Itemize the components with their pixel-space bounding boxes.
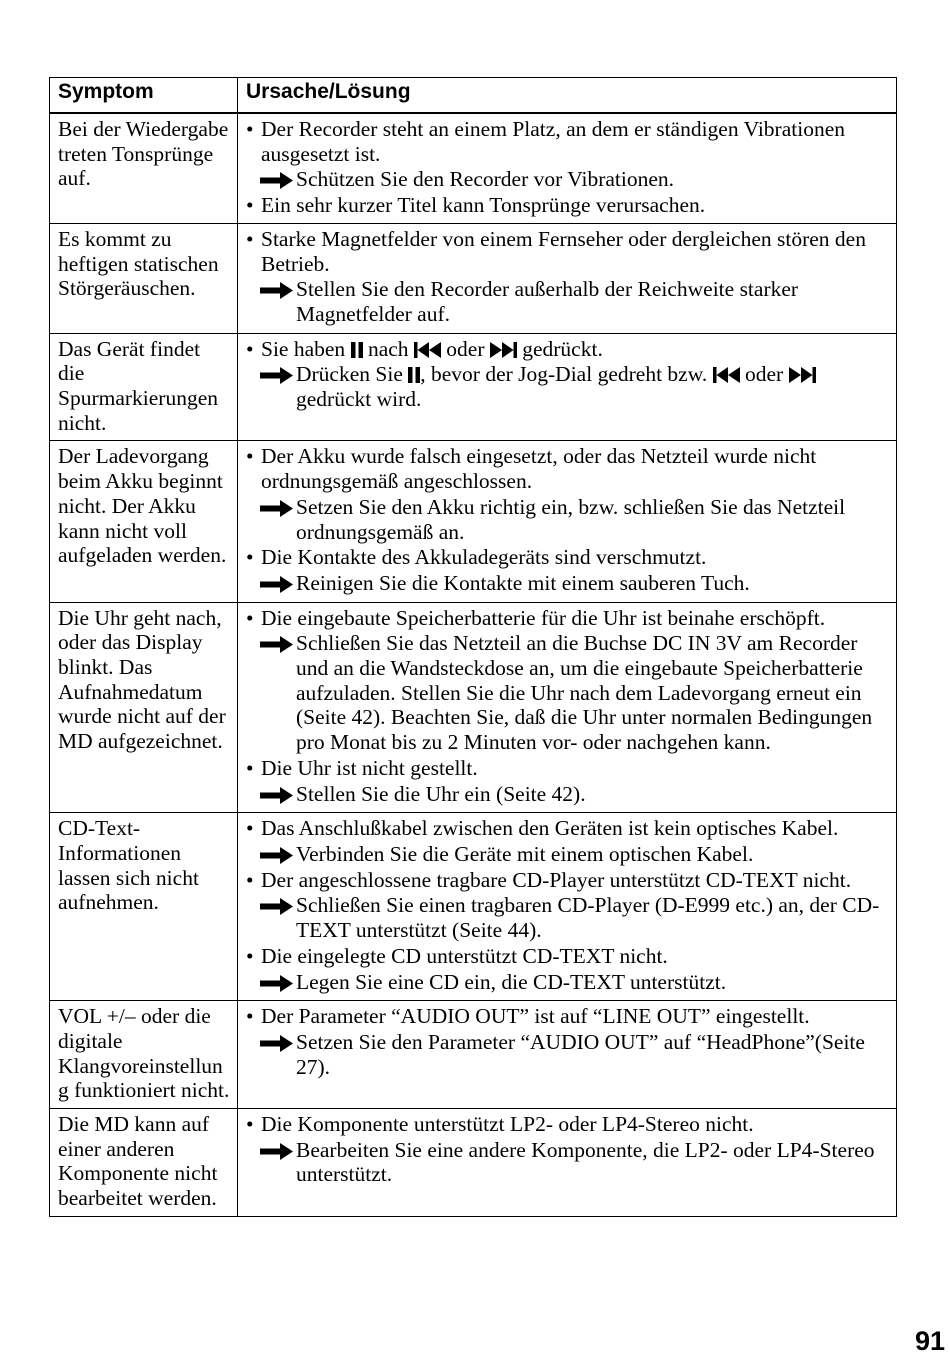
symptom-cell: Das Gerät findet die Spurmarkierungen nicht. — [50, 333, 238, 441]
table-row — [50, 333, 897, 441]
bullet-icon: • — [246, 867, 254, 892]
solution-text: Schließen Sie das Netzteil an die Buchse DC IN 3V am Recorder und an die Wandsteckdose an, um die eingebaute Speicherbatterie aufzuladen. Stellen Sie die Uhr nach dem Ladevorgang erneut ein (Seite 42). Beachten Sie, daß die Uhr unter normalen Bedingungen pro Monat bis zu 2 Minuten vor- oder nachgehen kann. — [296, 631, 873, 755]
symptom-cell: Der Ladevorgang beim Akku beginnt nicht. Der Akku kann nicht voll aufgeladen werden. — [50, 441, 238, 602]
cause-item — [246, 227, 890, 276]
solution-text: Stellen Sie den Recorder außerhalb der Reichweite starker Magnetfelder auf. — [296, 277, 799, 326]
symptom-cell: Die MD kann auf einer anderen Komponente nicht bearbeitet werden. — [50, 1109, 238, 1217]
symptom-cell: VOL +/– oder die digitale Klangvoreinstellung funktioniert nicht. — [50, 1001, 238, 1109]
bullet-icon: • — [246, 943, 254, 968]
table-body — [50, 113, 897, 1216]
remedy-cell — [238, 113, 897, 223]
bullet-icon: • — [246, 755, 254, 780]
table-row — [50, 113, 897, 223]
cause-text: Der angeschlossene tragbare CD-Player unterstützt CD-TEXT nicht. — [261, 867, 852, 892]
bullet-icon: • — [246, 1004, 254, 1029]
cause-item — [246, 117, 890, 166]
remedy-cell — [238, 813, 897, 1001]
arrow-right-icon — [260, 282, 293, 299]
bullet-icon: • — [246, 444, 254, 469]
bullet-icon: • — [246, 545, 254, 570]
arrow-right-icon — [260, 172, 293, 189]
solution-text: Stellen Sie die Uhr ein (Seite 42). — [296, 781, 586, 806]
cause-item — [246, 944, 890, 969]
table-row — [50, 441, 897, 602]
solution-text: Bearbeiten Sie eine andere Komponente, die LP2- oder LP4-Stereo unterstützt. — [296, 1137, 875, 1187]
solution-text: Drücken Sie — [296, 362, 403, 387]
solution-text: Setzen Sie den Parameter “AUDIO OUT” auf “HeadPhone”(Seite 27). — [296, 1029, 865, 1079]
cause-text: Sie haben — [261, 336, 346, 361]
solution-item — [246, 495, 890, 544]
cause-item — [246, 545, 890, 570]
solution-text: Schützen Sie den Recorder vor Vibrationen. — [296, 167, 675, 192]
arrow-right-icon — [260, 576, 293, 593]
column-header-remedy: Ursache/Lösung — [238, 78, 897, 114]
solution-text: , bevor der Jog-Dial gedreht bzw. — [420, 362, 708, 387]
solution-item — [246, 893, 890, 942]
cause-text: Der Recorder steht an einem Platz, an dem er ständigen Vibrationen ausgesetzt ist. — [261, 117, 845, 166]
cause-text: Das Anschlußkabel zwischen den Geräten ist kein optisches Kabel. — [261, 816, 839, 841]
symptom-cell: Die Uhr geht nach, oder das Display blinkt. Das Aufnahmedatum wurde nicht auf der MD aufgezeichnet. — [50, 602, 238, 813]
solution-text: gedrückt wird. — [296, 387, 422, 412]
symptom-cell: CD-Text-Informationen lassen sich nicht aufnehmen. — [50, 813, 238, 1001]
solution-item — [246, 842, 890, 867]
table-row — [50, 813, 897, 1001]
bullet-icon: • — [246, 226, 254, 251]
bullet-icon: • — [246, 336, 254, 361]
table-row — [50, 1001, 897, 1109]
solution-text: Reinigen Sie die Kontakte mit einem sauberen Tuch. — [296, 570, 750, 595]
cause-text: Die Komponente unterstützt LP2- oder LP4-Stereo nicht. — [261, 1112, 754, 1137]
bullet-icon: • — [246, 193, 254, 218]
cause-item — [246, 606, 890, 631]
table-header-row — [50, 78, 897, 114]
solution-item — [246, 1138, 890, 1187]
table-row — [50, 1109, 897, 1217]
troubleshooting-table — [49, 77, 897, 1217]
arrow-right-icon — [260, 1143, 293, 1160]
pause-icon — [351, 342, 363, 358]
cause-item — [246, 816, 890, 841]
solution-item — [246, 1030, 890, 1079]
cause-text: Der Parameter “AUDIO OUT” ist auf “LINE OUT” eingestellt. — [261, 1004, 810, 1029]
cause-text: oder — [446, 336, 485, 361]
solution-item — [246, 571, 890, 596]
cause-text: Ein sehr kurzer Titel kann Tonsprünge verursachen. — [261, 193, 706, 218]
table-row — [50, 223, 897, 333]
next-track-icon — [490, 342, 517, 358]
arrow-right-icon — [260, 1035, 293, 1052]
solution-item — [246, 362, 890, 411]
cause-text: Die Uhr ist nicht gestellt. — [261, 755, 478, 780]
solution-item — [246, 970, 890, 995]
cause-item — [246, 1004, 890, 1029]
arrow-right-icon — [260, 898, 293, 915]
solution-text: Legen Sie eine CD ein, die CD-TEXT unterstützt. — [296, 969, 727, 994]
cause-text: Starke Magnetfelder von einem Fernseher oder dergleichen stören den Betrieb. — [261, 226, 866, 276]
arrow-right-icon — [260, 847, 293, 864]
arrow-right-icon — [260, 787, 293, 804]
previous-track-icon — [414, 342, 441, 358]
arrow-right-icon — [260, 636, 293, 653]
solution-item — [246, 277, 890, 326]
remedy-cell — [238, 1109, 897, 1217]
symptom-cell: Es kommt zu heftigen statischen Störgeräuschen. — [50, 223, 238, 333]
solution-text: Schließen Sie einen tragbaren CD-Player (D-E999 etc.) an, der CD-TEXT unterstützt (Seite 44). — [296, 893, 880, 943]
arrow-right-icon — [260, 975, 293, 992]
cause-item — [246, 756, 890, 781]
cause-item — [246, 193, 890, 218]
cause-item — [246, 337, 890, 362]
solution-text: Verbinden Sie die Geräte mit einem optischen Kabel. — [296, 841, 754, 866]
remedy-cell — [238, 1001, 897, 1109]
cause-text: nach — [367, 336, 409, 361]
cause-item — [246, 444, 890, 493]
cause-item — [246, 1112, 890, 1137]
remedy-cell — [238, 223, 897, 333]
previous-track-icon — [713, 367, 740, 383]
solution-item — [246, 782, 890, 807]
column-header-symptom: Symptom — [50, 78, 238, 114]
solution-item — [246, 167, 890, 192]
bullet-icon: • — [246, 117, 254, 141]
cause-text: Der Akku wurde falsch eingesetzt, oder das Netzteil wurde nicht ordnungsgemäß angeschlossen. — [261, 444, 817, 494]
bullet-icon: • — [246, 1112, 254, 1137]
arrow-right-icon — [260, 500, 293, 517]
remedy-cell — [238, 441, 897, 602]
solution-item — [246, 631, 890, 755]
remedy-cell — [238, 602, 897, 813]
pause-icon — [408, 367, 420, 383]
remedy-cell — [238, 333, 897, 441]
page-number: 91 — [914, 1326, 945, 1356]
solution-text: Setzen Sie den Akku richtig ein, bzw. schließen Sie das Netzteil ordnungsgemäß an. — [296, 494, 846, 544]
next-track-icon — [789, 367, 816, 383]
cause-text: gedrückt. — [522, 336, 603, 361]
arrow-right-icon — [260, 367, 293, 384]
bullet-icon: • — [246, 605, 254, 630]
cause-item — [246, 868, 890, 893]
solution-text: oder — [744, 362, 784, 387]
table-row — [50, 602, 897, 813]
cause-text: Die eingebaute Speicherbatterie für die Uhr ist beinahe erschöpft. — [261, 605, 826, 630]
symptom-cell: Bei der Wiedergabe treten Tonsprünge auf. — [50, 113, 238, 223]
cause-text: Die eingelegte CD unterstützt CD-TEXT nicht. — [261, 943, 668, 968]
cause-text: Die Kontakte des Akkuladegeräts sind verschmutzt. — [261, 545, 707, 570]
bullet-icon: • — [246, 816, 254, 841]
